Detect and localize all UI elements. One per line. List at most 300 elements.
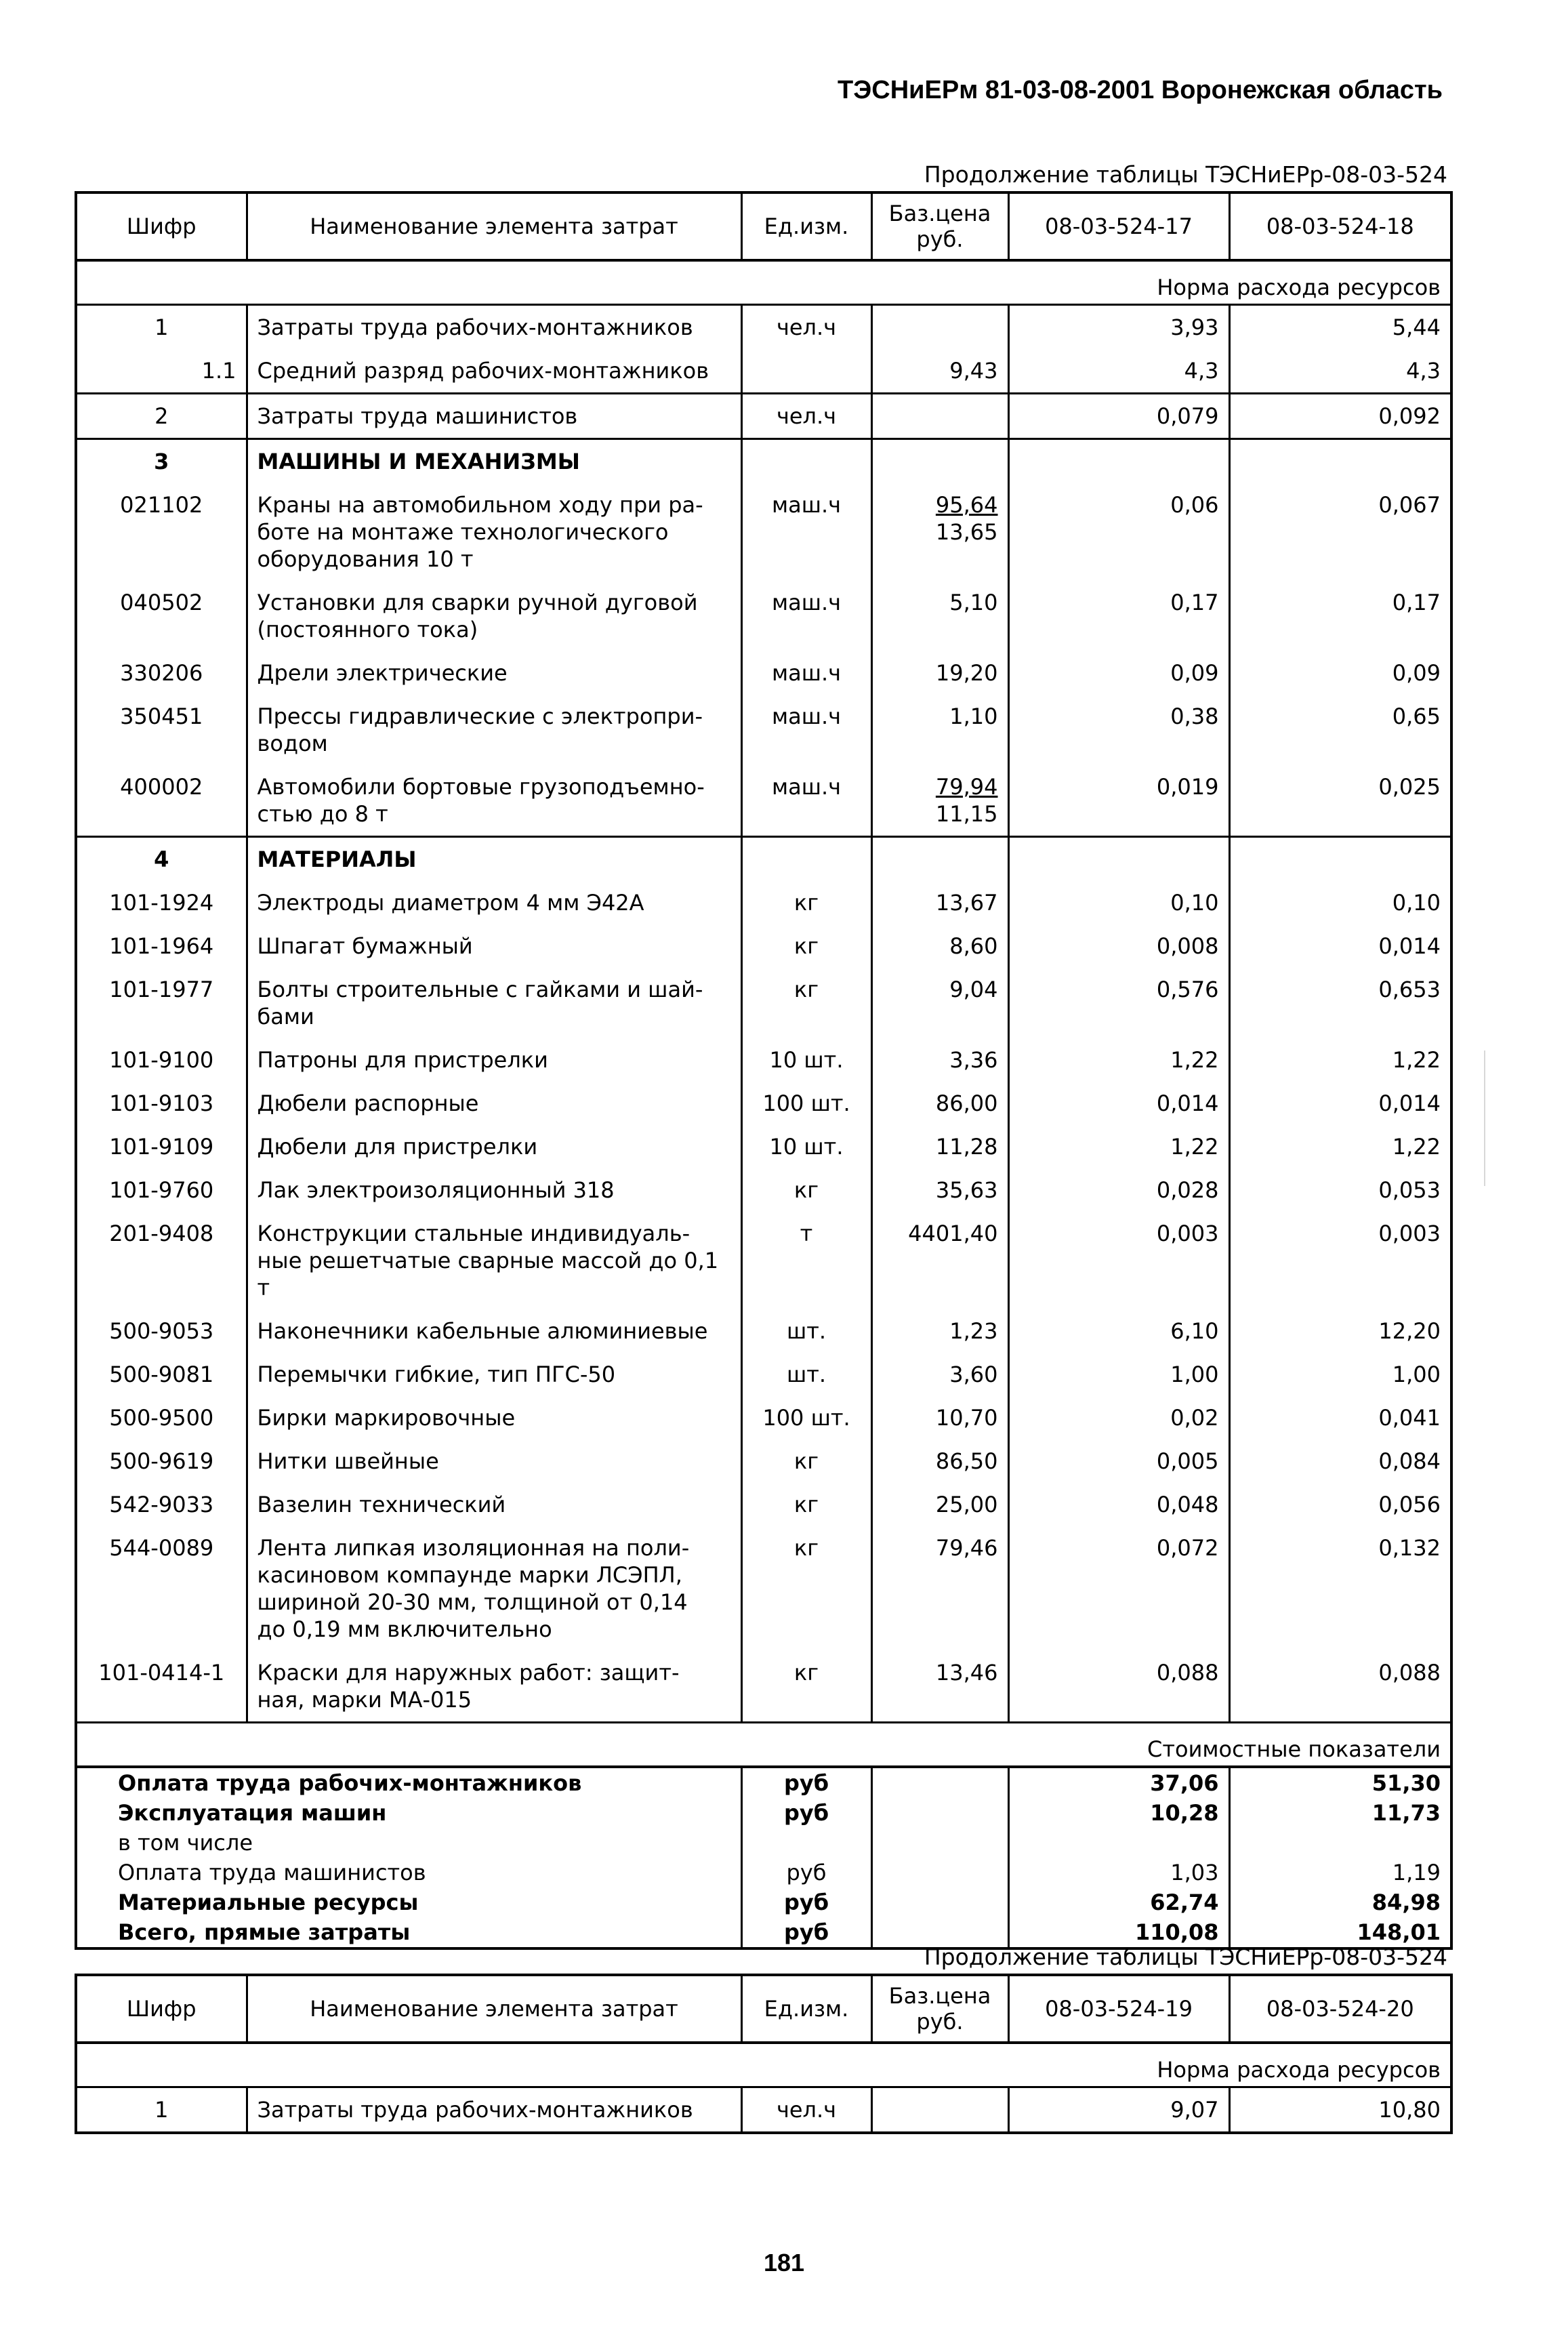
row-name-line: Бирки маркировочные (257, 1405, 516, 1431)
header-name: Наименование элемента затрат (247, 192, 741, 260)
row-price-value: 13,67 (935, 890, 998, 916)
row-norm-1: 0,09 (1008, 651, 1229, 695)
row-norm-2: 0,092 (1229, 394, 1451, 439)
table-row (76, 1212, 1451, 1309)
row-name: Затраты труда машинистов (247, 394, 741, 439)
header-price (871, 1975, 1008, 2043)
row-price (871, 394, 1008, 439)
row-price (871, 968, 1008, 1038)
row-price (871, 695, 1008, 765)
row-price-value: 3,36 (949, 1047, 998, 1073)
row-name-line: Болты строительные с гайками и шай- (257, 977, 703, 1002)
row-norm-2: 1,22 (1229, 1125, 1451, 1168)
row-price-value: 1,23 (949, 1318, 998, 1344)
row-name-line: т (257, 1275, 270, 1301)
row-unit: чел.ч (741, 394, 871, 439)
table-row (76, 695, 1451, 765)
row-norm-1: 9,07 (1008, 2087, 1229, 2133)
row-norm-1: 0,048 (1008, 1483, 1229, 1526)
row-norm-1: 0,072 (1008, 1526, 1229, 1651)
row-norm-1: 0,014 (1008, 1082, 1229, 1125)
table2-header-row (76, 1975, 1451, 2043)
empty-cell (871, 1828, 1008, 1858)
row-code: 101-9100 (76, 1038, 247, 1082)
row-name-line: (постоянного тока) (257, 617, 478, 642)
header-code: Шифр (76, 1975, 247, 2043)
table-row (76, 765, 1451, 837)
row-norm-2: 0,056 (1229, 1483, 1451, 1526)
cost-row (76, 1798, 1451, 1828)
cost-value-2: 11,73 (1229, 1798, 1451, 1828)
row-code: 101-9109 (76, 1125, 247, 1168)
row-name (247, 1439, 741, 1483)
row-norm-1: 0,17 (1008, 581, 1229, 651)
row-price-value: 35,63 (935, 1177, 998, 1203)
row-name (247, 1651, 741, 1723)
row-norm-1: 0,008 (1008, 924, 1229, 968)
row-norm-2: 0,17 (1229, 581, 1451, 651)
row-code: 101-9103 (76, 1082, 247, 1125)
scan-artifact-line (1484, 1050, 1485, 1186)
row-norm-2: 1,00 (1229, 1353, 1451, 1396)
row-price-value: 79,94 (935, 774, 998, 800)
row-price-value: 13,46 (935, 1660, 998, 1686)
empty-cell (871, 1767, 1008, 1798)
row-name-line: Вазелин технический (257, 1492, 506, 1517)
row-price (871, 581, 1008, 651)
resource-table-2 (75, 1974, 1453, 2134)
row-price (871, 2087, 1008, 2133)
row-name-line: Дрели электрические (257, 660, 508, 686)
row-norm-1: 1,00 (1008, 1353, 1229, 1396)
row-price-value: 86,00 (935, 1090, 998, 1116)
row-price (871, 924, 1008, 968)
row-price-value: 86,50 (935, 1448, 998, 1474)
row-price (871, 1038, 1008, 1082)
row-norm-2: 0,053 (1229, 1168, 1451, 1212)
table-row (76, 1082, 1451, 1125)
table-row (76, 1651, 1451, 1723)
header-price-line2: руб. (916, 226, 964, 252)
row-name-line: Лак электроизоляционный 318 (257, 1177, 615, 1203)
row-norm-2: 10,80 (1229, 2087, 1451, 2133)
row-name-line: боте на монтаже технологического (257, 519, 669, 545)
row-price (871, 1125, 1008, 1168)
cost-value-1: 10,28 (1008, 1798, 1229, 1828)
empty-cell (871, 439, 1008, 484)
cost-row (76, 1767, 1451, 1798)
row-norm-1: 1,22 (1008, 1038, 1229, 1082)
row-name (247, 1309, 741, 1353)
row-unit: кг (741, 1168, 871, 1212)
row-code: 101-1977 (76, 968, 247, 1038)
cost-unit: руб (741, 1917, 871, 1948)
row-norm-1: 0,10 (1008, 881, 1229, 924)
empty-cell (871, 837, 1008, 882)
row-price (871, 1082, 1008, 1125)
row-name-line: стью до 8 т (257, 801, 388, 827)
table-row (76, 1439, 1451, 1483)
row-norm-1: 6,10 (1008, 1309, 1229, 1353)
empty-cell (871, 1858, 1008, 1887)
row-name-line: оборудования 10 т (257, 546, 474, 572)
row-norm-2: 0,132 (1229, 1526, 1451, 1651)
empty-cell (1229, 837, 1451, 882)
row-name-line: Шпагат бумажный (257, 933, 473, 959)
table-row (76, 1125, 1451, 1168)
group-number: 3 (76, 439, 247, 484)
row-norm-2: 1,22 (1229, 1038, 1451, 1082)
row-price-value: 9,04 (949, 977, 998, 1002)
row-name (247, 1082, 741, 1125)
cost-name: Оплата труда рабочих-монтажников (76, 1767, 741, 1798)
row-unit: т (741, 1212, 871, 1309)
row-price (871, 1483, 1008, 1526)
row-code: 330206 (76, 651, 247, 695)
cost-name: Оплата труда машинистов (76, 1858, 741, 1887)
row-unit: маш.ч (741, 695, 871, 765)
empty-cell (741, 439, 871, 484)
cost-name: в том числе (76, 1828, 741, 1858)
row-price (871, 1212, 1008, 1309)
row-unit: кг (741, 924, 871, 968)
row-name (247, 1396, 741, 1439)
row-norm-2: 0,067 (1229, 483, 1451, 581)
row-name-line: Патроны для пристрелки (257, 1047, 548, 1073)
row-code: 201-9408 (76, 1212, 247, 1309)
row-norm-1: 3,93 (1008, 305, 1229, 350)
row-price-value: 79,46 (935, 1535, 998, 1561)
labor-row (76, 305, 1451, 350)
row-price (871, 881, 1008, 924)
row-name (247, 1526, 741, 1651)
row-unit: кг (741, 881, 871, 924)
row-norm-1: 0,019 (1008, 765, 1229, 837)
table1-caption: Продолжение таблицы ТЭСНиЕРр-08-03-524 (924, 161, 1447, 188)
cost-value-1: 110,08 (1008, 1917, 1229, 1948)
row-price (871, 765, 1008, 837)
row-code: 2 (76, 394, 247, 439)
cost-row (76, 1858, 1451, 1887)
row-unit: 10 шт. (741, 1125, 871, 1168)
row-norm-2: 0,014 (1229, 1082, 1451, 1125)
row-name-line: Наконечники кабельные алюминиевые (257, 1318, 708, 1344)
row-norm-1: 0,028 (1008, 1168, 1229, 1212)
row-norm-1: 0,079 (1008, 394, 1229, 439)
row-norm-2: 0,003 (1229, 1212, 1451, 1309)
row-price: 9,43 (871, 349, 1008, 394)
cost-value-1: 1,03 (1008, 1858, 1229, 1887)
cost-value-1 (1008, 1828, 1229, 1858)
group-title: МАТЕРИАЛЫ (247, 837, 741, 882)
cost-value-2: 84,98 (1229, 1887, 1451, 1917)
cost-unit: руб (741, 1798, 871, 1828)
empty-cell (1229, 439, 1451, 484)
labor-row (76, 349, 1451, 394)
row-code: 500-9500 (76, 1396, 247, 1439)
row-code: 1 (76, 305, 247, 350)
row-norm-1: 0,06 (1008, 483, 1229, 581)
labor-row (76, 2087, 1451, 2133)
table1-header-row (76, 192, 1451, 260)
empty-cell (871, 1798, 1008, 1828)
row-price-value: 1,10 (949, 703, 998, 729)
row-norm-1: 4,3 (1008, 349, 1229, 394)
row-price (871, 305, 1008, 350)
row-code: 500-9081 (76, 1353, 247, 1396)
row-name-line: Автомобили бортовые грузоподъемно- (257, 774, 705, 800)
row-code: 1 (76, 2087, 247, 2133)
row-name-line: Дюбели для пристрелки (257, 1134, 538, 1160)
table-row (76, 968, 1451, 1038)
row-name-line: Краски для наружных работ: защит- (257, 1660, 680, 1686)
row-norm-2: 0,653 (1229, 968, 1451, 1038)
cost-value-1: 37,06 (1008, 1767, 1229, 1798)
row-unit (741, 349, 871, 394)
row-name-line: до 0,19 мм включительно (257, 1616, 552, 1642)
table2-caption: Продолжение таблицы ТЭСНиЕРр-08-03-524 (924, 1944, 1447, 1970)
row-unit: чел.ч (741, 2087, 871, 2133)
row-code: 040502 (76, 581, 247, 651)
header-col2: 08-03-524-18 (1229, 192, 1451, 260)
row-price (871, 651, 1008, 695)
row-name: Затраты труда рабочих-монтажников (247, 305, 741, 350)
row-norm-1: 0,02 (1008, 1396, 1229, 1439)
table-row (76, 1038, 1451, 1082)
header-price-line2: руб. (916, 2009, 964, 2035)
row-name (247, 651, 741, 695)
row-norm-2: 0,014 (1229, 924, 1451, 968)
cost-unit (741, 1828, 871, 1858)
row-price-value: 10,70 (935, 1405, 998, 1431)
row-name (247, 1483, 741, 1526)
cost-label-cell: Стоимостные показатели (76, 1723, 1451, 1768)
machinists-row (76, 394, 1451, 439)
row-name-line: Лента липкая изоляционная на поли- (257, 1535, 690, 1561)
table-row (76, 924, 1451, 968)
row-price (871, 483, 1008, 581)
row-code: 101-1964 (76, 924, 247, 968)
row-code: 400002 (76, 765, 247, 837)
cost-value-2: 1,19 (1229, 1858, 1451, 1887)
row-name: Затраты труда рабочих-монтажников (247, 2087, 741, 2133)
row-code: 542-9033 (76, 1483, 247, 1526)
row-name (247, 1353, 741, 1396)
row-name (247, 881, 741, 924)
row-price-value: 25,00 (935, 1492, 998, 1517)
cost-value-2: 148,01 (1229, 1917, 1451, 1948)
table-row (76, 483, 1451, 581)
materials-group-row (76, 837, 1451, 882)
row-name-line: шириной 20-30 мм, толщиной от 0,14 (257, 1589, 688, 1615)
row-unit: кг (741, 1483, 871, 1526)
table-row (76, 651, 1451, 695)
row-unit: маш.ч (741, 765, 871, 837)
norm-label-row (76, 260, 1451, 305)
row-unit: маш.ч (741, 651, 871, 695)
row-norm-2: 4,3 (1229, 349, 1451, 394)
row-norm-2: 0,10 (1229, 881, 1451, 924)
row-code: 544-0089 (76, 1526, 247, 1651)
row-norm-2: 12,20 (1229, 1309, 1451, 1353)
row-name (247, 1212, 741, 1309)
header-price-line1: Баз.цена (888, 1983, 991, 2009)
table-row (76, 1353, 1451, 1396)
row-price-value: 8,60 (949, 933, 998, 959)
table-row (76, 1396, 1451, 1439)
cost-value-2 (1229, 1828, 1451, 1858)
row-price (871, 1526, 1008, 1651)
cost-value-2: 51,30 (1229, 1767, 1451, 1798)
row-name (247, 483, 741, 581)
table-row (76, 1483, 1451, 1526)
empty-cell (1008, 439, 1229, 484)
row-name-line: Установки для сварки ручной дуговой (257, 590, 698, 615)
row-norm-2: 0,088 (1229, 1651, 1451, 1723)
row-norm-1: 1,22 (1008, 1125, 1229, 1168)
cost-row (76, 1887, 1451, 1917)
row-name (247, 581, 741, 651)
header-code: Шифр (76, 192, 247, 260)
row-unit: шт. (741, 1309, 871, 1353)
header-col1: 08-03-524-19 (1008, 1975, 1229, 2043)
row-unit: шт. (741, 1353, 871, 1396)
row-unit: маш.ч (741, 581, 871, 651)
row-norm-2: 5,44 (1229, 305, 1451, 350)
row-norm-1: 0,088 (1008, 1651, 1229, 1723)
group-number: 4 (76, 837, 247, 882)
cost-name: Материальные ресурсы (76, 1887, 741, 1917)
norm-label-row (76, 2043, 1451, 2087)
empty-cell (871, 1887, 1008, 1917)
row-code: 101-1924 (76, 881, 247, 924)
row-price (871, 1353, 1008, 1396)
row-unit: 10 шт. (741, 1038, 871, 1082)
row-name-line: Конструкции стальные индивидуаль- (257, 1221, 690, 1246)
page-number: 181 (763, 2249, 805, 2276)
row-price (871, 1396, 1008, 1439)
row-norm-2: 0,09 (1229, 651, 1451, 695)
cost-label-row (76, 1723, 1451, 1768)
row-unit: кг (741, 1526, 871, 1651)
header-col2: 08-03-524-20 (1229, 1975, 1451, 2043)
row-code: 1.1 (76, 349, 247, 394)
row-price (871, 1168, 1008, 1212)
row-price-value: 4401,40 (908, 1221, 998, 1246)
row-norm-1: 0,576 (1008, 968, 1229, 1038)
row-norm-1: 0,003 (1008, 1212, 1229, 1309)
row-name-line: ная, марки МА-015 (257, 1687, 472, 1713)
row-price-driver: 13,65 (935, 519, 998, 545)
row-price (871, 1439, 1008, 1483)
row-name-line: Нитки швейные (257, 1448, 439, 1474)
row-name-line: бами (257, 1004, 314, 1029)
row-unit: чел.ч (741, 305, 871, 350)
row-name: Средний разряд рабочих-монтажников (247, 349, 741, 394)
row-name (247, 1038, 741, 1082)
table-row (76, 1168, 1451, 1212)
machines-group-row (76, 439, 1451, 484)
row-price-value: 11,28 (935, 1134, 998, 1160)
row-name-line: Электроды диаметром 4 мм Э42А (257, 890, 644, 916)
header-price (871, 192, 1008, 260)
row-name-line: касиновом компаунде марки ЛСЭПЛ, (257, 1562, 682, 1588)
running-head: ТЭСНиЕРм 81-03-08-2001 Воронежская область (838, 76, 1443, 104)
row-code: 350451 (76, 695, 247, 765)
header-price-line1: Баз.цена (888, 201, 991, 226)
cost-name: Всего, прямые затраты (76, 1917, 741, 1948)
cost-value-1: 62,74 (1008, 1887, 1229, 1917)
row-name-line: Перемычки гибкие, тип ПГС-50 (257, 1362, 616, 1387)
empty-cell (1008, 837, 1229, 882)
cost-unit: руб (741, 1767, 871, 1798)
table-row (76, 1526, 1451, 1651)
row-unit: кг (741, 968, 871, 1038)
row-unit: кг (741, 1439, 871, 1483)
cost-unit: руб (741, 1858, 871, 1887)
table-row (76, 881, 1451, 924)
table-row (76, 1309, 1451, 1353)
row-price (871, 1309, 1008, 1353)
cost-name: Эксплуатация машин (76, 1798, 741, 1828)
group-title: МАШИНЫ И МЕХАНИЗМЫ (247, 439, 741, 484)
row-price-value: 3,60 (949, 1362, 998, 1387)
row-code: 021102 (76, 483, 247, 581)
resource-table-1 (75, 191, 1453, 1950)
row-name-line: Краны на автомобильном ходу при ра- (257, 492, 703, 518)
cost-unit: руб (741, 1887, 871, 1917)
row-code: 101-9760 (76, 1168, 247, 1212)
row-unit: кг (741, 1651, 871, 1723)
row-price-value: 95,64 (935, 492, 998, 518)
row-code: 500-9619 (76, 1439, 247, 1483)
row-price (871, 1651, 1008, 1723)
row-norm-1: 0,38 (1008, 695, 1229, 765)
row-name (247, 695, 741, 765)
empty-cell (741, 837, 871, 882)
row-norm-2: 0,084 (1229, 1439, 1451, 1483)
row-norm-2: 0,041 (1229, 1396, 1451, 1439)
header-unit: Ед.изм. (741, 1975, 871, 2043)
norm-label-row-cell: Норма расхода ресурсов (76, 2043, 1451, 2087)
row-price-value: 19,20 (935, 660, 998, 686)
row-price-driver: 11,15 (935, 801, 998, 827)
row-name (247, 1125, 741, 1168)
row-norm-2: 0,025 (1229, 765, 1451, 837)
row-name-line: Дюбели распорные (257, 1090, 479, 1116)
row-code: 500-9053 (76, 1309, 247, 1353)
row-unit: 100 шт. (741, 1396, 871, 1439)
norm-label-row-cell: Норма расхода ресурсов (76, 260, 1451, 305)
row-code: 101-0414-1 (76, 1651, 247, 1723)
header-unit: Ед.изм. (741, 192, 871, 260)
header-col1: 08-03-524-17 (1008, 192, 1229, 260)
row-name-line: ные решетчатые сварные массой до 0,1 (257, 1248, 719, 1273)
row-name-line: водом (257, 731, 328, 756)
row-name-line: Прессы гидравлические с электропри- (257, 703, 703, 729)
row-name (247, 1168, 741, 1212)
row-name (247, 968, 741, 1038)
row-name (247, 765, 741, 837)
row-unit: 100 шт. (741, 1082, 871, 1125)
row-norm-2: 0,65 (1229, 695, 1451, 765)
row-price-value: 5,10 (949, 590, 998, 615)
row-norm-1: 0,005 (1008, 1439, 1229, 1483)
row-name (247, 924, 741, 968)
cost-row (76, 1828, 1451, 1858)
table-row (76, 581, 1451, 651)
header-name: Наименование элемента затрат (247, 1975, 741, 2043)
